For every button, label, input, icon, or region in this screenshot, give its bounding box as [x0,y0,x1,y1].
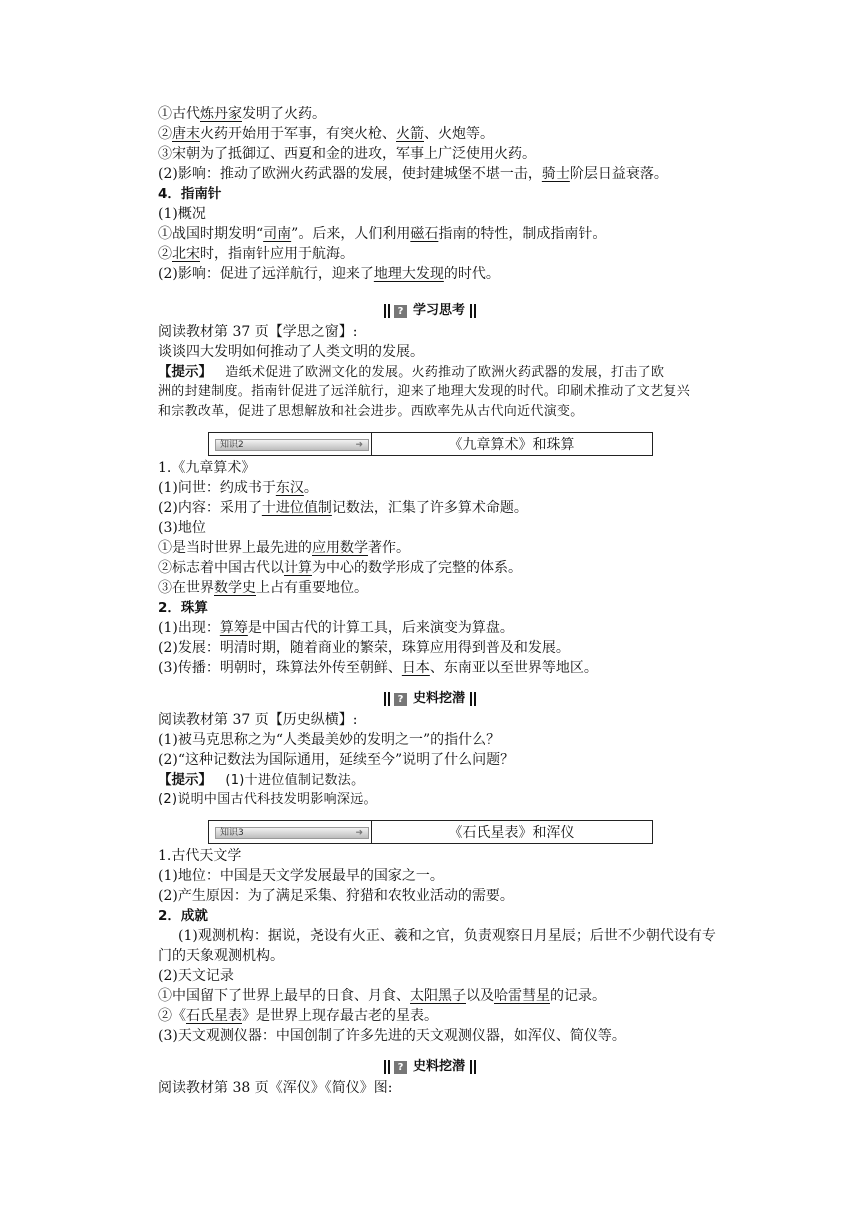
section-tag: 知识2 ➜ [209,433,372,455]
text-line: ③宋朝为了抵御辽、西夏和金的进攻，军事上广泛使用火药。 [158,146,536,162]
question-icon: ? [394,1061,407,1074]
text-line: (2)天文记录 [158,968,234,984]
question-icon: ? [394,305,407,318]
text-line: (3)传播：明朝时，珠算法外传至朝鲜、日本、东南亚以至世界等地区。 [158,660,598,676]
tip-line: 和宗教改革，促进了思想解放和社会进步。西欧率先从古代向近代演变。 [158,404,584,419]
section-title: 《石氏星表》和浑仪 [448,825,575,841]
text-line: (2)内容：采用了十进位值制记数法，汇集了许多算术命题。 [158,500,528,516]
history-banner: ? 史料挖潜 [0,690,860,709]
text-line: (2)发展：明清时期，随着商业的繁荣，珠算应用得到普及和发展。 [158,640,570,656]
text-line: (1)观测机构：据说，尧设有火正、羲和之官，负责观察日月星辰；后世不少朝代设有专 [178,928,716,944]
text-line: ①古代炼丹家发明了火药。 [158,106,326,122]
text-line: (3)天文观测仪器：中国创制了许多先进的天文观测仪器，如浑仪、简仪等。 [158,1028,626,1044]
text-line: (1)地位：中国是天文学发展最早的国家之一。 [158,868,444,884]
text-line: ③在世界数学史上占有重要地位。 [158,580,368,596]
text-line: ②《石氏星表》是世界上现存最古老的星表。 [158,1008,438,1024]
tip-line: (2)说明中国古代科技发明影响深远。 [158,792,377,807]
text-line: 1.古代天文学 [158,848,242,864]
text-line: 1.《九章算术》 [158,460,256,476]
text-line: (2)影响：促进了远洋航行，迎来了地理大发现的时代。 [158,266,500,282]
text-line: (1)问世：约成书于东汉。 [158,480,318,496]
text-line: 阅读教材第 37 页【历史纵横】: [158,712,358,728]
section-header-2 [208,432,653,456]
tip-line: 洲的封建制度。指南针促进了远洋航行，迎来了地理大发现的时代。印刷术推动了文艺复兴 [158,384,691,399]
study-banner: ? 学习思考 [0,302,860,321]
text-line: (1)概况 [158,206,206,222]
text-line: (2)产生原因：为了满足采集、狩猎和农牧业活动的需要。 [158,888,514,904]
subheading: 2．珠算 [158,600,208,616]
section-header-3 [208,820,653,844]
text-line: 阅读教材第 37 页【学思之窗】: [158,324,358,340]
text-line: ①是当时世界上最先进的应用数学著作。 [158,540,410,556]
subheading: 2．成就 [158,908,208,924]
history-banner: ? 史料挖潜 [0,1058,860,1077]
text-line: 谈谈四大发明如何推动了人类文明的发展。 [158,344,424,360]
text-line: ②标志着中国古代以计算为中心的数学形成了完整的体系。 [158,560,522,576]
text-line: 阅读教材第 38 页《浑仪》《简仪》图: [158,1080,393,1096]
text-line: 门的天象观测机构。 [158,948,284,964]
text-line: (1)出现：算筹是中国古代的计算工具，后来演变为算盘。 [158,620,514,636]
section-title: 《九章算术》和珠算 [448,437,575,453]
text-line: ②唐末火药开始用于军事，有突火枪、火箭、火炮等。 [158,126,494,142]
subheading: 4．指南针 [158,186,222,202]
question-icon: ? [394,693,407,706]
section-tag: 知识3 ➜ [209,821,372,843]
tip-line: 【提示】 (1)十进位值制记数法。 [158,772,365,788]
text-line: (2)影响：推动了欧洲火药武器的发展，使封建城堡不堪一击，骑士阶层日益衰落。 [158,166,668,182]
text-line: ①中国留下了世界上最早的日食、月食、太阳黑子以及哈雷彗星的记录。 [158,988,606,1004]
tip-line: 【提示】 造纸术促进了欧洲文化的发展。火药推动了欧洲火药武器的发展，打击了欧 [158,364,665,380]
text-line: (2)“这种记数法为国际通用，延续至今”说明了什么问题？ [158,752,515,768]
text-line: ①战国时期发明“司南”。后来，人们利用磁石指南的特性，制成指南针。 [158,226,607,242]
text-line: (1)被马克思称之为“人类最美妙的发明之一”的指什么？ [158,732,501,748]
text-line: ②北宋时，指南针应用于航海。 [158,246,354,262]
text-line: (3)地位 [158,520,206,536]
